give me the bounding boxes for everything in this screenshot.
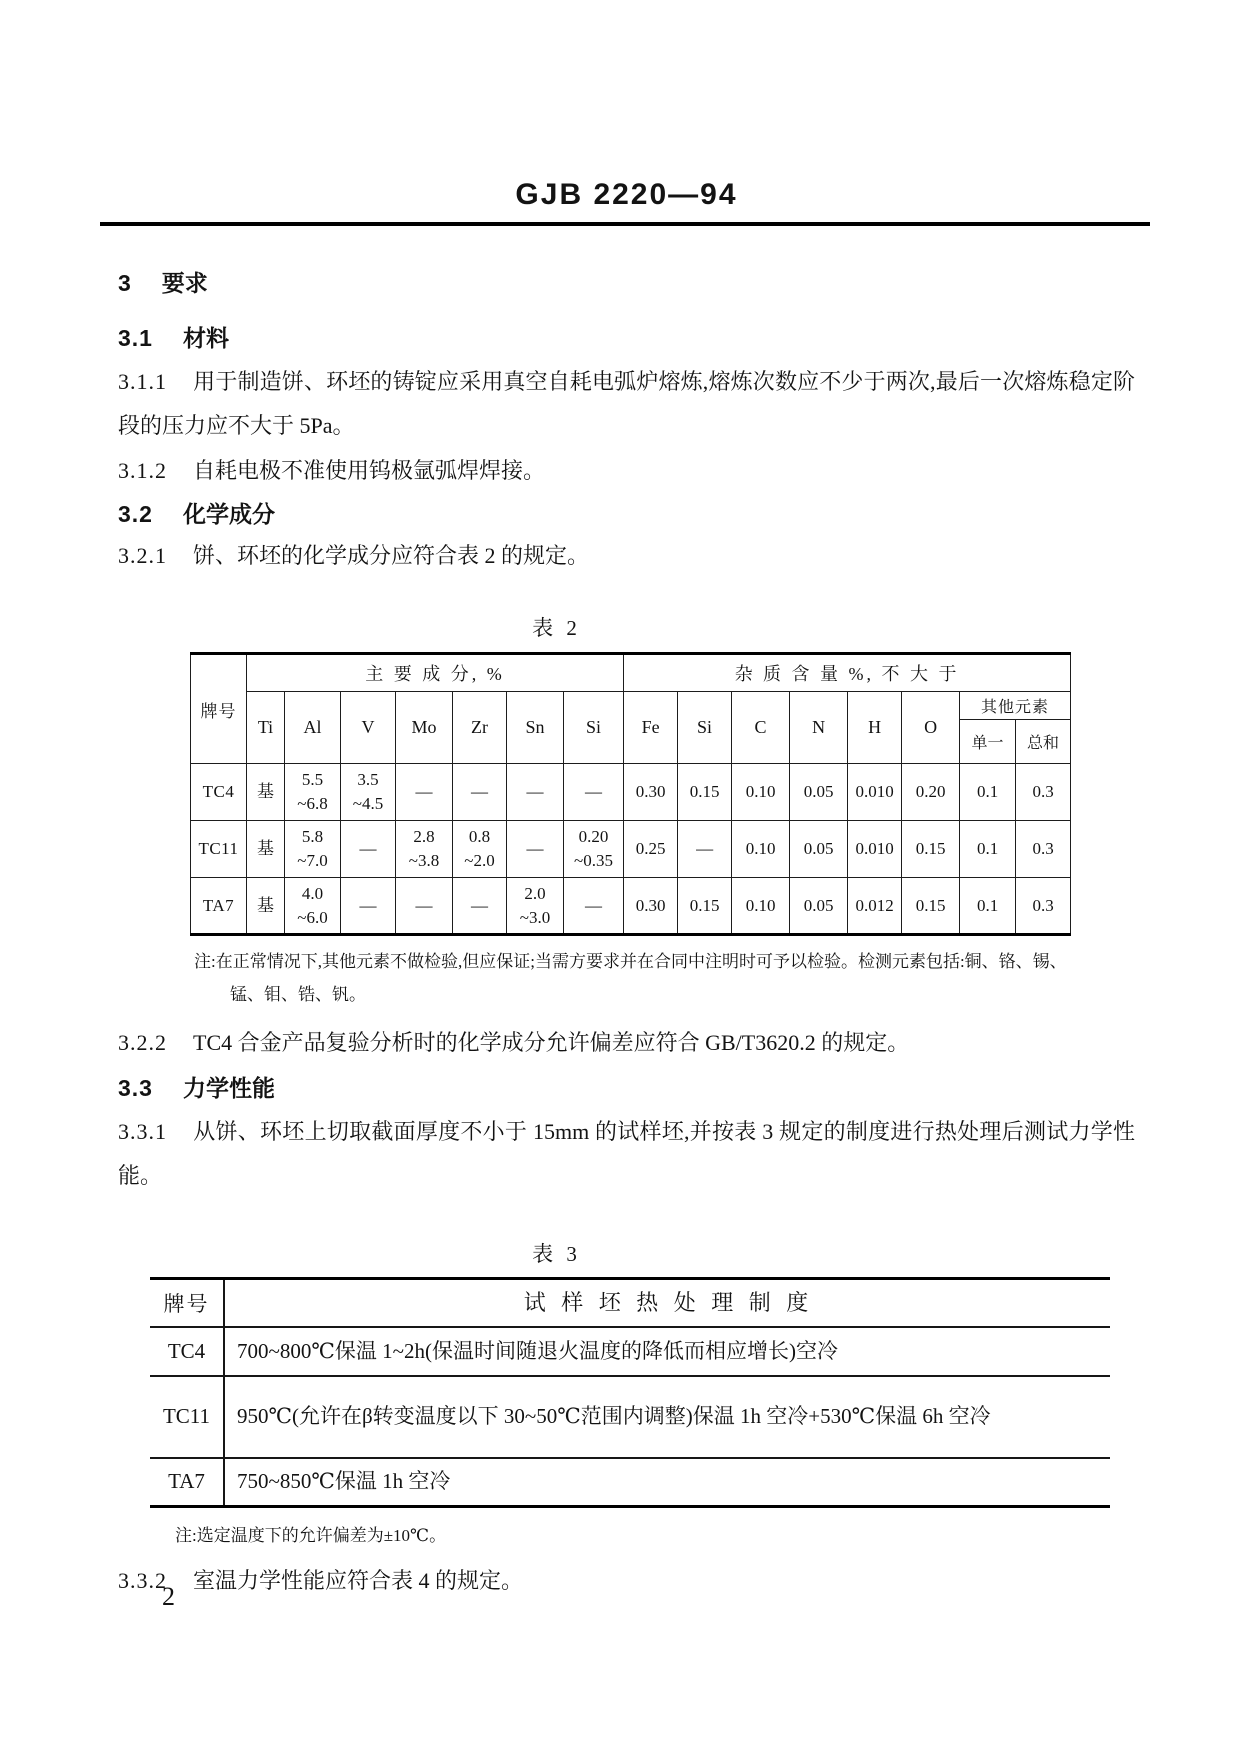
table2-col-sn: Sn	[507, 692, 564, 764]
table2-cell: 0.05	[790, 764, 848, 821]
table2-cell: —	[564, 878, 624, 935]
section-3-1-heading	[118, 323, 1135, 353]
table3-brand-cell: TA7	[150, 1458, 224, 1507]
table2-brand-cell: TA7	[191, 878, 247, 935]
table2-cell: 2.8 ~3.8	[396, 821, 453, 878]
paragraph-text: 从饼、环坯上切取截面厚度不小于 15mm 的试样坯,并按表 3 规定的制度进行热处理后测试力学性能。	[118, 1119, 1135, 1188]
table2-cell: 基	[247, 764, 285, 821]
table3-header-treatment: 试 样 坯 热 处 理 制 度	[224, 1279, 1110, 1327]
paragraph-3-1-1	[118, 360, 1135, 448]
table2-cell: —	[453, 878, 507, 935]
paragraph-3-1-2	[118, 449, 1135, 493]
table2-cell: 0.15	[902, 821, 960, 878]
table2-cell: 0.15	[902, 878, 960, 935]
table2-cell: —	[341, 878, 396, 935]
table2-cell: 0.05	[790, 878, 848, 935]
table2-cell: 5.8 ~7.0	[285, 821, 341, 878]
paragraph-number: 3.2.2	[118, 1030, 167, 1055]
table2-cell: 0.30	[624, 878, 678, 935]
table2-col-other-single: 单一	[960, 720, 1016, 764]
table-2-caption: 表 2	[532, 616, 581, 640]
table-3-note: 注:选定温度下的允许偏差为±10℃。	[175, 1526, 447, 1545]
table2-cell: 0.8 ~2.0	[453, 821, 507, 878]
table2-cell: 0.010	[848, 821, 902, 878]
paragraph-text: 用于制造饼、环坯的铸锭应采用真空自耗电弧炉熔炼,熔炼次数应不少于两次,最后一次熔炼稳定阶段的压力应不大于 5Pa。	[118, 369, 1135, 438]
table2-cell: —	[564, 764, 624, 821]
table2-row-ta7	[191, 878, 1071, 935]
table2-brand-cell: TC11	[191, 821, 247, 878]
table2-header-impurity-group: 杂 质 含 量 %, 不 大 于	[624, 654, 1071, 692]
table2-header-brand: 牌号	[191, 654, 247, 764]
table2-cell: 0.1	[960, 878, 1016, 935]
table2-cell: 0.1	[960, 821, 1016, 878]
table2-cell: 4.0 ~6.0	[285, 878, 341, 935]
table2-cell: —	[507, 821, 564, 878]
paragraph-number: 3.3.2	[118, 1568, 167, 1593]
table2-cell: 0.20	[902, 764, 960, 821]
heat-treatment-table	[150, 1277, 1110, 1508]
table2-cell: —	[396, 764, 453, 821]
table2-cell: 0.30	[624, 764, 678, 821]
table2-cell: —	[396, 878, 453, 935]
table2-cell: 0.10	[732, 764, 790, 821]
section-3-heading	[118, 268, 1135, 298]
paragraph-number: 3.1.2	[118, 458, 167, 483]
table2-cell: 0.1	[960, 764, 1016, 821]
table2-col-n: N	[790, 692, 848, 764]
table2-cell: 0.010	[848, 764, 902, 821]
table2-cell: 3.5 ~4.5	[341, 764, 396, 821]
table2-cell: 0.012	[848, 878, 902, 935]
section-number: 3.2	[118, 501, 153, 527]
paragraph-text: TC4 合金产品复验分析时的化学成分允许偏差应符合 GB/T3620.2 的规定。	[193, 1030, 910, 1055]
section-number: 3	[118, 270, 132, 296]
table3-row-ta7	[150, 1458, 1110, 1507]
table2-cell: 5.5 ~6.8	[285, 764, 341, 821]
table2-cell: 0.15	[678, 878, 732, 935]
table2-cell: 0.10	[732, 878, 790, 935]
table2-cell: —	[453, 764, 507, 821]
paragraph-text: 自耗电极不准使用钨极氩弧焊焊接。	[193, 458, 546, 483]
table3-row-tc11	[150, 1376, 1110, 1458]
table2-cell: 0.05	[790, 821, 848, 878]
table-3-caption: 表 3	[532, 1242, 581, 1266]
table2-cell: —	[678, 821, 732, 878]
table2-col-h: H	[848, 692, 902, 764]
table3-treatment-cell: 750~850℃保温 1h 空冷	[224, 1458, 1110, 1507]
section-number: 3.3	[118, 1075, 153, 1101]
table2-cell: 0.3	[1016, 878, 1071, 935]
table2-cell: 0.25	[624, 821, 678, 878]
table2-cell: 2.0 ~3.0	[507, 878, 564, 935]
table3-brand-cell: TC11	[150, 1376, 224, 1458]
section-title: 材料	[182, 325, 229, 351]
table2-row-tc11	[191, 821, 1071, 878]
paragraph-number: 3.3.1	[118, 1119, 167, 1144]
table2-col-al: Al	[285, 692, 341, 764]
section-3-2-heading	[118, 499, 1135, 529]
table2-header-main-group: 主 要 成 分, %	[247, 654, 624, 692]
paragraph-3-2-1	[118, 534, 1135, 578]
table2-col-si: Si	[564, 692, 624, 764]
table2-col-v: V	[341, 692, 396, 764]
table2-col-fe: Fe	[624, 692, 678, 764]
table3-brand-cell: TC4	[150, 1327, 224, 1376]
table3-treatment-cell: 700~800℃保温 1~2h(保温时间随退火温度的降低而相应增长)空冷	[224, 1327, 1110, 1376]
paragraph-text: 饼、环坯的化学成分应符合表 2 的规定。	[193, 543, 590, 568]
table2-col-si-impurity: Si	[678, 692, 732, 764]
table2-brand-cell: TC4	[191, 764, 247, 821]
table2-cell: 0.10	[732, 821, 790, 878]
paragraph-3-2-2	[118, 1021, 1135, 1065]
table2-cell: 0.3	[1016, 764, 1071, 821]
table2-col-ti: Ti	[247, 692, 285, 764]
table2-col-o: O	[902, 692, 960, 764]
table2-row-tc4	[191, 764, 1071, 821]
paragraph-3-3-1	[118, 1110, 1135, 1198]
table-2-note: 注:在正常情况下,其他元素不做检验,但应保证;当需方要求并在合同中注明时可予以检验。检测元素包括:铜、铬、锡、锰、钼、锆、钒。	[194, 952, 1067, 1004]
table2-cell: —	[341, 821, 396, 878]
page-number: 2	[162, 1582, 175, 1611]
paragraph-number: 3.1.1	[118, 369, 167, 394]
paragraph-text: 室温力学性能应符合表 4 的规定。	[193, 1568, 524, 1593]
table2-col-c: C	[732, 692, 790, 764]
section-number: 3.1	[118, 325, 153, 351]
section-title: 力学性能	[182, 1075, 275, 1101]
table3-treatment-cell: 950℃(允许在β转变温度以下 30~50℃范围内调整)保温 1h 空冷+530℃保温 6h 空冷	[224, 1376, 1110, 1458]
table2-col-zr: Zr	[453, 692, 507, 764]
table2-col-mo: Mo	[396, 692, 453, 764]
header-rule	[100, 222, 1150, 226]
table2-cell: 0.15	[678, 764, 732, 821]
table3-row-tc4	[150, 1327, 1110, 1376]
table2-col-other-elements: 其他元素	[960, 692, 1071, 720]
table2-cell: 基	[247, 821, 285, 878]
table3-header-brand: 牌号	[150, 1279, 224, 1327]
section-title: 化学成分	[182, 501, 275, 527]
table2-col-other-total: 总和	[1016, 720, 1071, 764]
paragraph-number: 3.2.1	[118, 543, 167, 568]
table2-cell: 0.20 ~0.35	[564, 821, 624, 878]
chemical-composition-table	[190, 652, 1071, 936]
doc-number: GJB 2220—94	[515, 178, 738, 211]
table2-cell: —	[507, 764, 564, 821]
paragraph-3-3-2	[118, 1559, 1135, 1603]
table2-cell: 基	[247, 878, 285, 935]
table2-cell: 0.3	[1016, 821, 1071, 878]
section-3-3-heading	[118, 1073, 1135, 1103]
section-title: 要求	[161, 270, 208, 296]
